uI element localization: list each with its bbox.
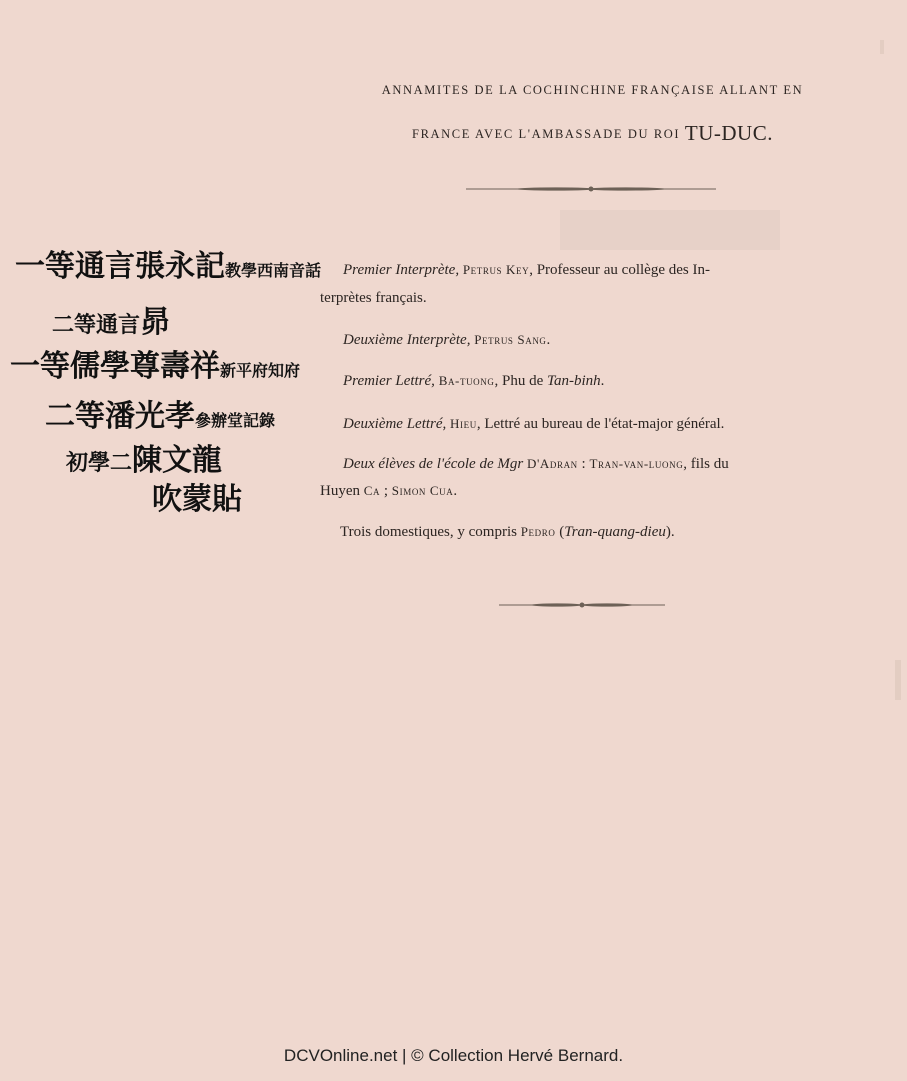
- paper-speck: [895, 660, 901, 700]
- chinese-line-5-pre: 初學二: [66, 451, 133, 476]
- chinese-line-2: [52, 305, 171, 340]
- paper-stain: [560, 210, 780, 250]
- ornament-rule-top: [466, 185, 716, 191]
- heading-line-2: [320, 120, 865, 145]
- ornament-rule-top-graphic: [466, 185, 716, 193]
- chinese-line-2-main: 二等通言: [52, 313, 141, 338]
- chinese-line-4: [45, 399, 276, 434]
- chinese-line-1-note: 教學西南音話: [225, 261, 322, 280]
- entry-name: Hieu: [450, 416, 477, 431]
- chinese-line-4-main: 二等潘光孝: [45, 399, 195, 434]
- entry-place: Tan-binh: [546, 373, 601, 389]
- entry-cont-pre: Huyen: [320, 483, 364, 499]
- heading-line-1: ANNAMITES DE LA COCHINCHINE FRANÇAISE ALLANT EN: [381, 83, 804, 97]
- entry-cont-end: .: [453, 483, 458, 499]
- entry-role: Deuxième Interprète,: [343, 332, 471, 348]
- entry-role: Premier Interprète,: [343, 262, 460, 278]
- entry-deuxieme-lettre: [343, 412, 873, 436]
- entry-text: , Professeur au collège des In-: [529, 262, 710, 278]
- entry-name: Petrus Key: [462, 262, 530, 277]
- entry-name-2: Tran-van-luong: [589, 456, 684, 471]
- chinese-line-3: [10, 349, 301, 384]
- chinese-line-3-note: 新平府知府: [220, 361, 301, 380]
- chinese-line-5-main: 陳文龍: [132, 443, 223, 478]
- entry-text-cont: terprètes français.: [320, 290, 427, 306]
- entry-deuxieme-interprete: [343, 328, 863, 352]
- chinese-line-1-main: 一等通言張永記: [15, 249, 225, 284]
- ornament-rule-bottom-graphic: [499, 601, 665, 609]
- heading-line-2-text: FRANCE AVEC L'AMBASSADE DU ROI: [412, 126, 681, 141]
- entry-premier-lettre: [343, 369, 863, 393]
- ornament-rule-bottom: [499, 601, 665, 607]
- entry-close: ).: [665, 524, 675, 540]
- entry-open: (: [555, 524, 565, 540]
- chinese-line-2-name: 昴: [140, 305, 171, 340]
- chinese-line-1: [15, 249, 322, 284]
- entry-name: Petrus Sang: [474, 332, 547, 347]
- entry-domestiques: [340, 520, 860, 544]
- chinese-line-6: [152, 482, 242, 517]
- entry-deux-eleves-cont: [320, 479, 860, 503]
- page-heading: [320, 84, 865, 144]
- entry-text-2: , fils du: [683, 456, 729, 472]
- entry-cont-name-2: Simon Cua: [391, 483, 454, 498]
- entry-text: :: [577, 456, 590, 472]
- chinese-line-5: [66, 443, 223, 478]
- entry-name: D'Adran: [526, 456, 578, 471]
- entry-premier-interprete-cont: [320, 286, 860, 310]
- entry-cont-name: Ca: [363, 483, 381, 498]
- paper-speck: [880, 40, 884, 54]
- entry-end: .: [600, 373, 605, 389]
- entry-name: Ba-tuong: [438, 373, 495, 388]
- entry-text: , Lettré au bureau de l'état-major général.: [476, 416, 725, 432]
- entry-premier-interprete: [343, 258, 863, 282]
- entry-role: Premier Lettré,: [343, 373, 435, 389]
- entry-name: Pedro: [520, 524, 556, 539]
- chinese-line-3-main: 一等儒學尊壽祥: [10, 349, 220, 384]
- entry-text: , Phu de: [494, 373, 547, 389]
- entry-text: Trois domestiques, y compris: [340, 524, 521, 540]
- entry-cont-mid: ;: [380, 483, 392, 499]
- entry-role: Deuxième Lettré,: [343, 416, 447, 432]
- chinese-line-6-main: 吹蒙貼: [152, 482, 242, 517]
- heading-king-name: TU-DUC.: [684, 120, 773, 145]
- chinese-line-4-note: 參辦堂記錄: [195, 411, 276, 430]
- entry-text: .: [546, 332, 551, 348]
- entry-deux-eleves: [343, 452, 873, 476]
- footer-credit: DCVOnline.net | © Collection Hervé Bernard.: [283, 1046, 624, 1065]
- entry-role: Deux élèves de l'école de Mgr: [343, 456, 524, 472]
- entry-place: Tran-quang-dieu: [564, 524, 666, 540]
